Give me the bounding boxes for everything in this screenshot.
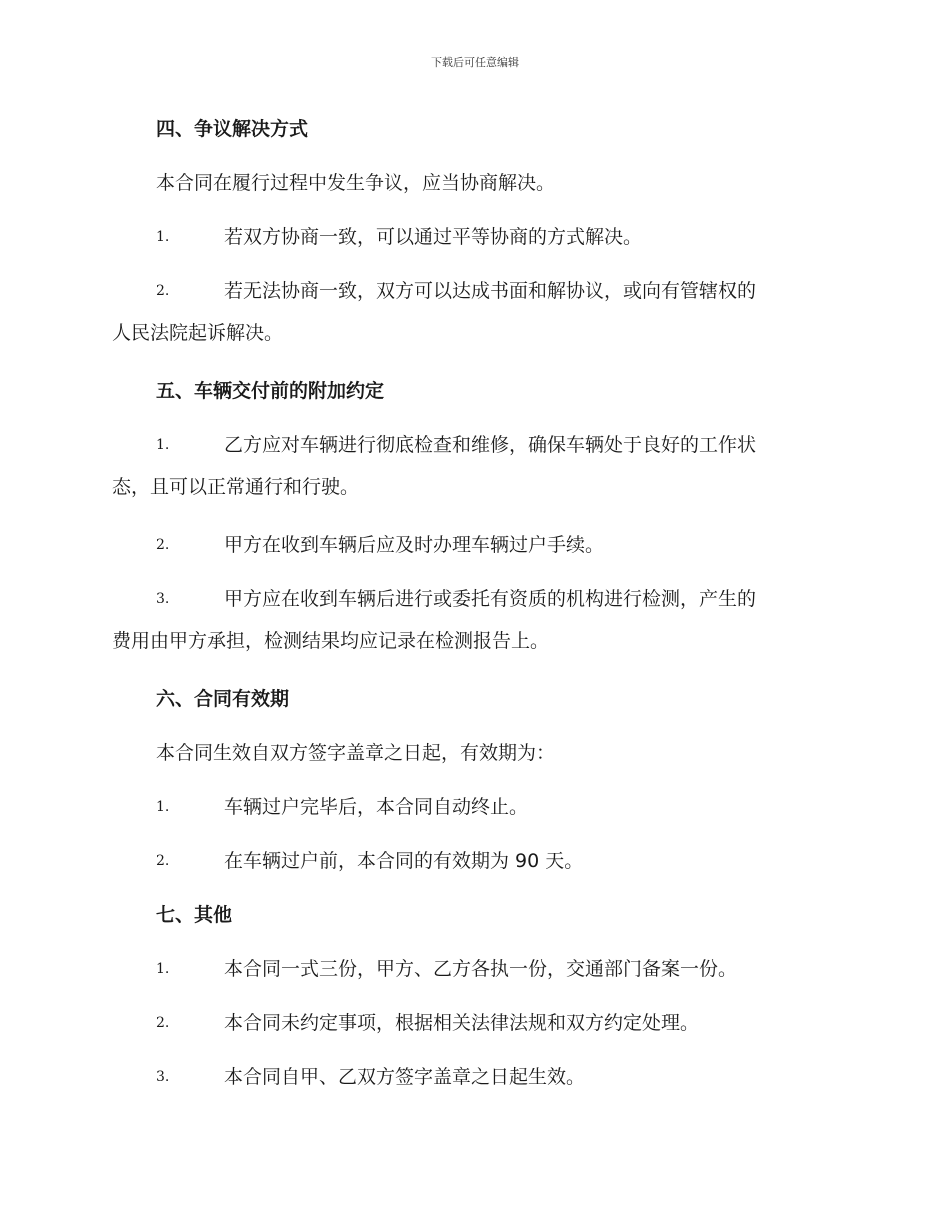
list-item-number: 3. [156, 591, 170, 607]
list-item-text-continued: 态，且可以正常通行和行驶。 [112, 476, 360, 498]
section-heading-delivery: 五、车辆交付前的附加约定 [156, 380, 385, 402]
list-item-number: 1. [156, 961, 170, 977]
page-header: 下载后可任意编辑 [431, 56, 519, 69]
list-item-text: 若双方协商一致，可以通过平等协商的方式解决。 [224, 226, 643, 248]
list-item [112, 950, 834, 1004]
list-item-number: 2. [156, 1015, 170, 1031]
list-item-number: 2. [156, 283, 170, 299]
list-item [112, 788, 834, 842]
list-item-number: 1. [156, 229, 170, 245]
list-item-text: 在车辆过户前，本合同的有效期为 90 天。 [224, 850, 584, 872]
section-heading-validity: 六、合同有效期 [156, 688, 290, 710]
list-item [112, 526, 834, 580]
list-item [112, 218, 834, 272]
list-item-number: 1. [156, 437, 170, 453]
list-item-number: 2. [156, 537, 170, 553]
list-item-text: 甲方应在收到车辆后进行或委托有资质的机构进行检测，产生的 [224, 588, 757, 610]
section-heading-other: 七、其他 [156, 904, 233, 926]
section-heading-dispute: 四、争议解决方式 [156, 118, 309, 140]
list-item-text: 乙方应对车辆进行彻底检查和维修，确保车辆处于良好的工作状 [224, 434, 757, 456]
list-item-text: 甲方在收到车辆后应及时办理车辆过户手续。 [224, 534, 605, 556]
list-item-text-continued: 费用由甲方承担，检测结果均应记录在检测报告上。 [112, 630, 550, 652]
list-item-text: 若无法协商一致，双方可以达成书面和解协议，或向有管辖权的 [224, 280, 757, 302]
list-item-text-continued: 人民法院起诉解决。 [112, 322, 284, 344]
section-intro-dispute: 本合同在履行过程中发生争议，应当协商解决。 [156, 172, 556, 194]
list-item-number: 1. [156, 799, 170, 815]
list-item-text: 本合同一式三份，甲方、乙方各执一份，交通部门备案一份。 [224, 958, 738, 980]
list-item-number: 3. [156, 1069, 170, 1085]
list-item [112, 842, 834, 896]
list-item-text: 本合同未约定事项，根据相关法律法规和双方约定处理。 [224, 1012, 700, 1034]
list-item [112, 1058, 834, 1112]
list-item [112, 272, 834, 356]
list-item-number: 2. [156, 853, 170, 869]
list-item [112, 426, 834, 510]
list-item-text: 本合同自甲、乙双方签字盖章之日起生效。 [224, 1066, 586, 1088]
list-item-text: 车辆过户完毕后，本合同自动终止。 [224, 796, 529, 818]
document-body [112, 110, 834, 1112]
list-item [112, 580, 834, 664]
section-intro-validity: 本合同生效自双方签字盖章之日起，有效期为： [156, 742, 556, 764]
list-item [112, 1004, 834, 1058]
